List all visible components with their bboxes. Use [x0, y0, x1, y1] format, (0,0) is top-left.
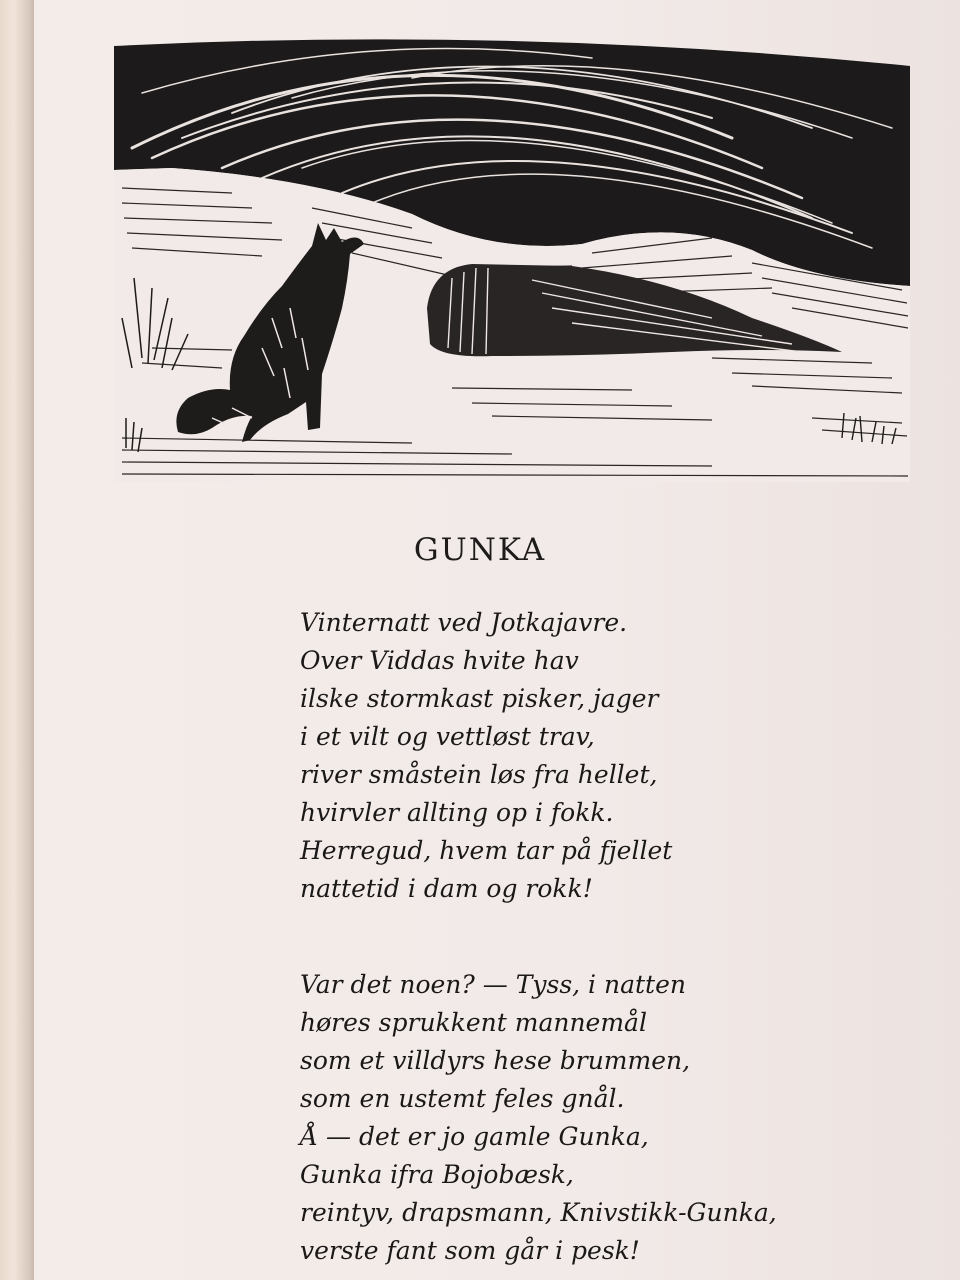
poem-title: GUNKA — [413, 532, 547, 568]
poem-line: ilske stormkast pisker, jager — [300, 684, 659, 713]
stanza-2 — [300, 966, 920, 1270]
stanza-separator — [300, 908, 920, 966]
poem-line: høres sprukkent mannemål — [300, 1008, 647, 1037]
poem-line: som et villdyrs hese brummen, — [300, 1046, 691, 1075]
poem-line: Var det noen? — Tyss, i natten — [300, 970, 686, 999]
poem-line: verste fant som går i pesk! — [300, 1236, 640, 1265]
poem-line: hvirvler allting op i fokk. — [300, 798, 614, 827]
poem-line: nattetid i dam og rokk! — [300, 874, 593, 903]
book-spine-edge — [0, 0, 34, 1280]
poem-line: i et vilt og vettløst trav, — [300, 722, 595, 751]
poem-body — [300, 604, 920, 1270]
poem-line: Vinternatt ved Jotkajavre. — [300, 608, 628, 637]
poem-line: reintyv, drapsmann, Knivstikk-Gunka, — [300, 1198, 777, 1227]
poem-line: Å — det er jo gamle Gunka, — [300, 1122, 649, 1151]
poem-line: river småstein løs fra hellet, — [300, 760, 658, 789]
wolf-night-illustration — [112, 18, 912, 482]
poem-line: Over Viddas hvite hav — [300, 646, 579, 675]
stanza-1 — [300, 604, 920, 908]
poem-line: Herregud, hvem tar på fjellet — [300, 836, 673, 865]
poem-line: som en ustemt feles gnål. — [300, 1084, 625, 1113]
poem-line: Gunka ifra Bojobæsk, — [300, 1160, 574, 1189]
